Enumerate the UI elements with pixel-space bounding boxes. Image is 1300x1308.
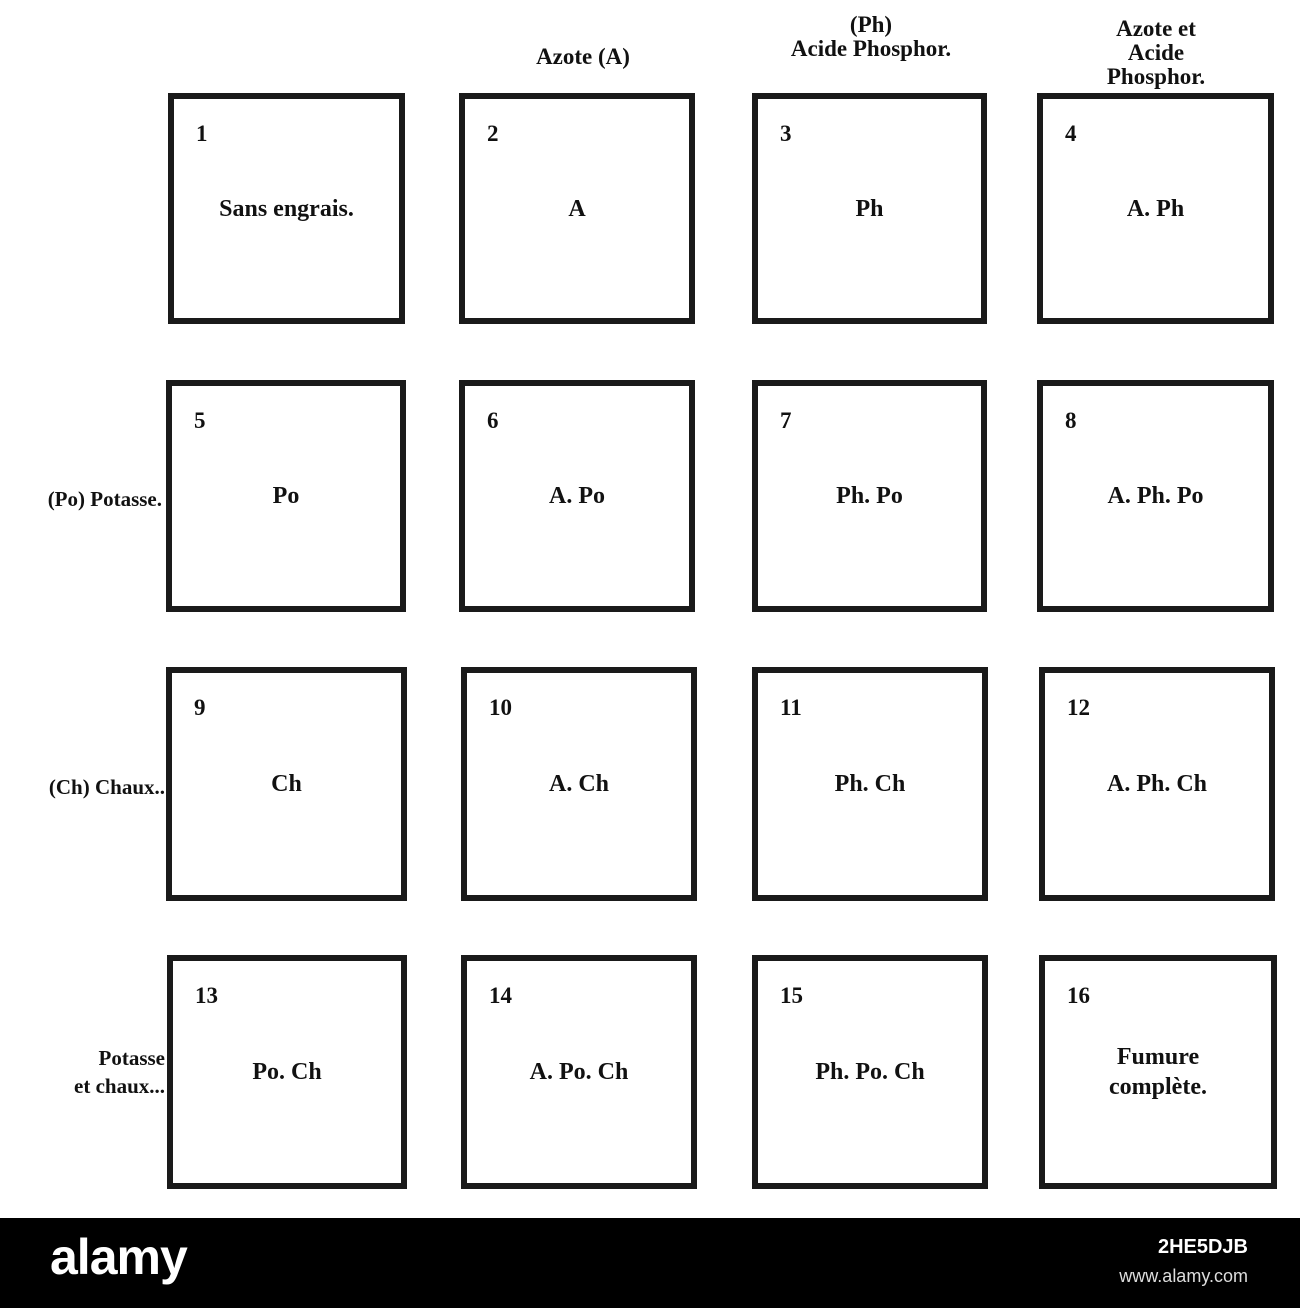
stock-url: www.alamy.com [1119, 1266, 1248, 1286]
plot-label: A. Po [549, 483, 605, 509]
plot-label: Po. Ch [252, 1059, 322, 1085]
plot-label: A. Ph. Po [1107, 483, 1204, 509]
plot-label: Fumure complète. [1109, 1044, 1207, 1100]
column-header-acide-phosphor: (Ph) Acide Phosphor. [790, 12, 952, 61]
plot-number: 4 [1065, 121, 1077, 146]
plot-14 [461, 955, 697, 1189]
plot-15 [752, 955, 988, 1189]
column-header-azote-et-acide-phosphor: Azote et Acide Phosphor. [1106, 16, 1206, 89]
plot-label: Ph [855, 195, 884, 222]
plot-number: 2 [487, 121, 499, 146]
plot-number: 8 [1065, 408, 1077, 433]
plot-12 [1039, 667, 1275, 901]
plot-number: 13 [195, 983, 218, 1008]
plot-8 [1037, 380, 1274, 612]
plot-9 [166, 667, 407, 901]
plot-label: Ch [271, 771, 302, 797]
plot-3 [752, 93, 987, 324]
plot-5 [166, 380, 406, 612]
row-label-potasse: (Po) Potasse. [47, 487, 162, 511]
watermark-bar [0, 1218, 1300, 1308]
alamy-logo: alamy [50, 1229, 187, 1285]
plot-label: Ph. Ch [834, 771, 906, 797]
column-header-azote: Azote (A) [536, 44, 630, 69]
plot-number: 6 [487, 408, 499, 433]
plot-label: A. Ph [1126, 195, 1185, 222]
plot-label: A. Ph. Ch [1106, 771, 1208, 797]
plot-number: 10 [489, 695, 512, 720]
row-label-potasse-et-chaux: Potasse et chaux... [74, 1046, 165, 1098]
plot-label: Ph. Po [836, 483, 903, 509]
plot-number: 1 [196, 121, 208, 146]
plot-label: Po [272, 483, 300, 509]
plot-label: A. Po. Ch [529, 1059, 629, 1085]
plot-number: 11 [780, 695, 802, 720]
plot-11 [752, 667, 988, 901]
plot-label: Ph. Po. Ch [815, 1059, 925, 1085]
plot-6 [459, 380, 695, 612]
plot-number: 7 [780, 408, 792, 433]
plot-1 [168, 93, 405, 324]
plot-2 [459, 93, 695, 324]
plot-number: 12 [1067, 695, 1090, 720]
row-label-chaux: (Ch) Chaux.. [48, 775, 165, 799]
plot-number: 14 [489, 983, 512, 1008]
plot-13 [167, 955, 407, 1189]
plot-4 [1037, 93, 1274, 324]
plot-number: 5 [194, 408, 206, 433]
plot-label: A [568, 195, 586, 222]
plot-number: 9 [194, 695, 206, 720]
plot-label: Sans engrais. [219, 195, 354, 222]
plot-number: 15 [780, 983, 803, 1008]
plot-number: 3 [780, 121, 792, 146]
image-id: 2HE5DJB [1157, 1236, 1248, 1258]
plot-10 [461, 667, 697, 901]
plot-7 [752, 380, 987, 612]
plot-number: 16 [1067, 983, 1090, 1008]
plot-16 [1039, 955, 1277, 1189]
plot-label: A. Ch [548, 771, 609, 797]
